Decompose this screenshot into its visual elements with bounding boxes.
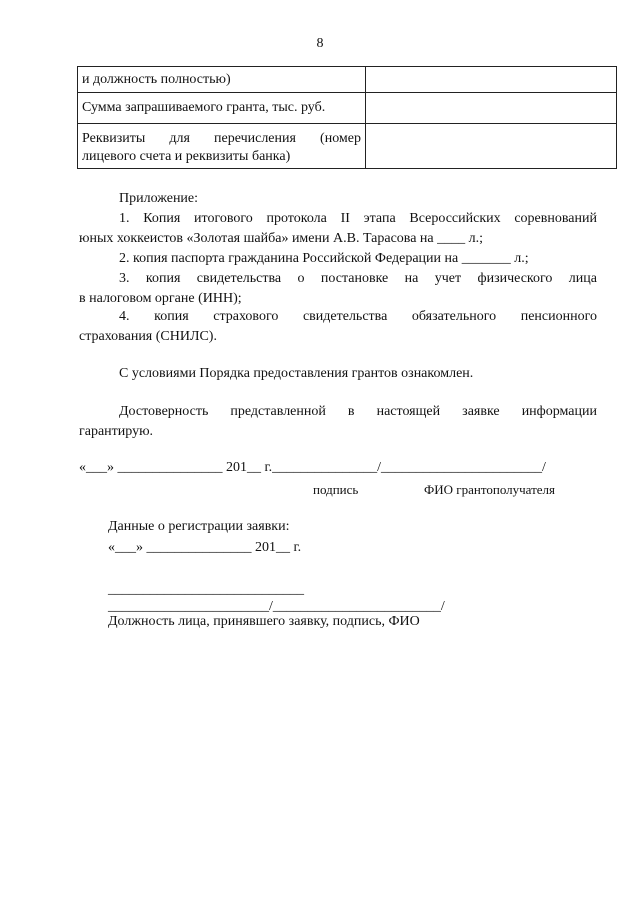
guarantee-line-2: гарантирую. [79, 424, 154, 439]
attachment-heading: Приложение: [119, 191, 199, 206]
table-row [78, 124, 617, 169]
guarantee-text [79, 402, 597, 442]
table-cell-label-line: лицевого счета и реквизиты банка) [82, 149, 291, 164]
page-number: 8 [316, 36, 324, 51]
application-form-table [77, 66, 617, 169]
table-cell-value[interactable] [366, 124, 617, 169]
attachment-item-1-line-2: юных хоккеистов «Золотая шайба» имени А.В. Тарасова на ____ л.; [79, 231, 484, 246]
acknowledgement-text: С условиями Порядка предоставления грантов ознакомлен. [119, 366, 474, 381]
registration-heading: Данные о регистрации заявки: [108, 519, 290, 534]
attachment-item-4 [79, 307, 597, 347]
attachment-item-4-line-2: страхования (СНИЛС). [79, 329, 217, 344]
table-cell-label [78, 124, 366, 169]
attachment-item-3-line-2: в налоговом органе (ИНН); [79, 291, 242, 306]
table-row [78, 93, 617, 124]
table-cell-label: Сумма запрашиваемого гранта, тыс. руб. [78, 93, 366, 124]
attachment-item-3 [79, 269, 597, 309]
attachment-item-3-line-1: 3. копия свидетельства о постановке на учет физического лица [119, 271, 597, 286]
table-row [78, 67, 617, 93]
signature-caption: подпись [313, 482, 359, 497]
guarantee-line-1: Достоверность представленной в настоящей заявке информации [119, 404, 597, 419]
table-cell-value[interactable] [366, 93, 617, 124]
signature-date-line[interactable]: «___» _______________ 201__ г._______________/_______________________/ [79, 460, 546, 475]
registration-signature-line[interactable]: _______________________/________________________/ [108, 599, 445, 614]
registration-date-line[interactable]: «___» _______________ 201__ г. [108, 540, 302, 555]
attachment-item-4-line-1: 4. копия страхового свидетельства обязательного пенсионного [119, 309, 597, 324]
attachment-item-1-line-1: 1. Копия итогового протокола II этапа Всероссийских соревнований [119, 211, 597, 226]
attachment-item-2: 2. копия паспорта гражданина Российской Федерации на _______ л.; [119, 251, 529, 266]
registration-caption: Должность лица, принявшего заявку, подпись, ФИО [108, 614, 420, 629]
table-cell-label: и должность полностью) [78, 67, 366, 93]
table-cell-value[interactable] [366, 67, 617, 93]
registration-blank-line[interactable]: ____________________________ [108, 582, 304, 597]
attachment-item-1 [79, 209, 597, 249]
recipient-name-caption: ФИО грантополучателя [424, 482, 556, 497]
table-cell-label-line: Реквизиты для перечисления (номер [82, 131, 361, 146]
